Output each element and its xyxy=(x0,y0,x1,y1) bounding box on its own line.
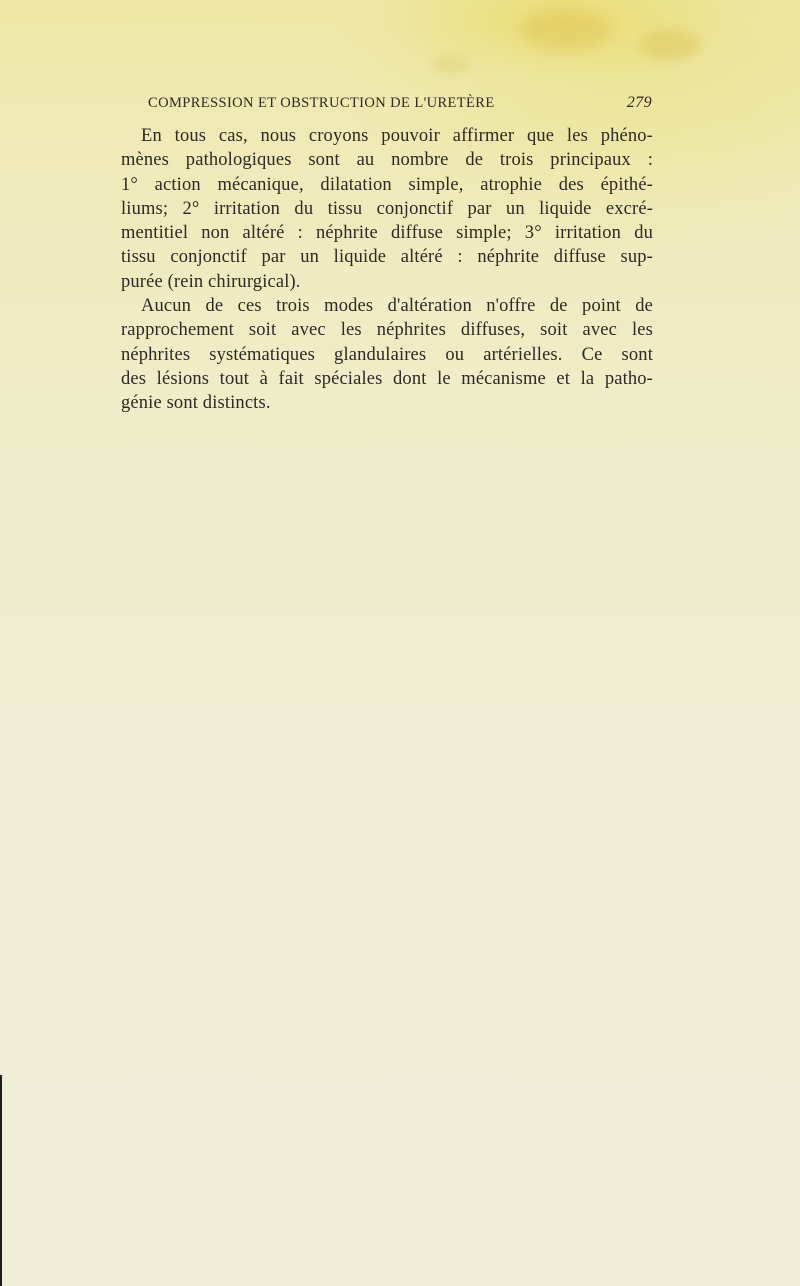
text-line: Aucun de ces trois modes d'altération n'offre de point de xyxy=(141,296,653,317)
text-line: rapprochement soit avec les néphrites diffuses, soit avec les xyxy=(121,320,653,341)
body-text xyxy=(121,124,653,416)
page-header xyxy=(148,95,652,117)
text-line: En tous cas, nous croyons pouvoir affirmer que les phéno- xyxy=(141,126,653,146)
text-line: génie sont distincts. xyxy=(121,393,271,414)
paper-stain xyxy=(520,10,610,50)
page-number: 279 xyxy=(626,94,652,111)
paragraph-1 xyxy=(121,124,653,294)
text-line: tissu conjonctif par un liquide altéré : néphrite diffuse sup- xyxy=(121,247,653,268)
text-line: purée (rein chirurgical). xyxy=(121,271,301,292)
text-line: néphrites systématiques glandulaires ou artérielles. Ce sont xyxy=(121,344,653,365)
text-line: mènes pathologiques sont au nombre de trois principaux : xyxy=(121,150,653,171)
text-line: 1° action mécanique, dilatation simple, atrophie des épithé- xyxy=(121,174,653,195)
scan-edge-line xyxy=(0,1075,2,1286)
paper-stain xyxy=(430,55,470,75)
text-line: liums; 2° irritation du tissu conjonctif par un liquide excré- xyxy=(121,198,653,219)
text-line: mentitiel non altéré : néphrite diffuse simple; 3° irritation du xyxy=(121,223,653,244)
text-line: des lésions tout à fait spéciales dont le mécanisme et la patho- xyxy=(121,368,653,389)
paragraph-2 xyxy=(121,294,653,415)
paper-stain xyxy=(640,30,700,60)
running-title: COMPRESSION ET OBSTRUCTION DE L'URETÈRE xyxy=(148,95,495,111)
